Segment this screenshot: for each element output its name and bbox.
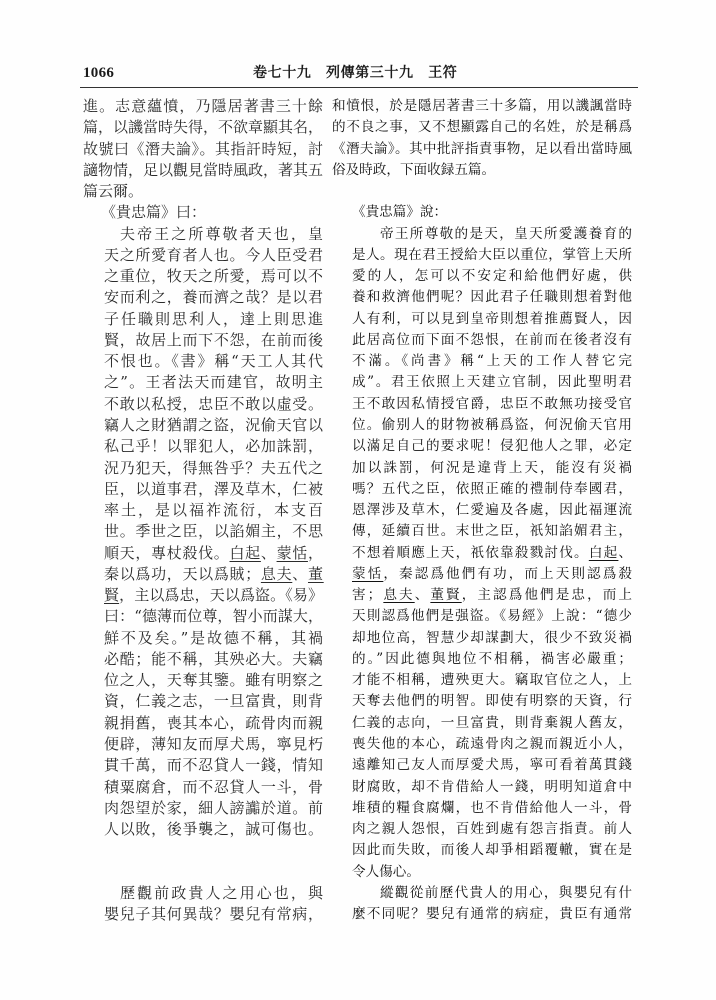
text-segment: ，秦認爲他們有功，而上天則認爲殺 [383,565,635,582]
text-line [104,287,323,308]
line-text: 率土，是以福祚流衍，本支百 [104,501,325,520]
text-line [332,96,632,117]
text-segment: ，主以爲忠，天以爲盜。《易》 [119,586,324,605]
line-text: 王不敢因私情授官爵，忠臣不敢無功接受官 [352,395,634,412]
line-text: 喪失他的本心，疏遠骨肉之親而親近小人， [352,735,634,752]
line-text: 傳，延續百世。末世之臣，祇知諂媚君主， [352,523,634,540]
original-quote [104,224,326,841]
line-text [104,565,324,583]
text-line [332,117,632,138]
text-line [104,224,326,245]
translation-column [332,96,635,925]
blank-line [332,181,632,202]
text-line [352,691,632,712]
proper-name: 蒙恬 [352,565,384,582]
text-line [83,181,323,202]
text-line [352,606,632,627]
line-text: 愛的人，怎可以不安定和給他們好處，供 [352,268,635,285]
line-text: 《潛夫論》。其中批評指責事物，足以看出當時風 [332,140,633,157]
text-segment: 秦以爲功，天以爲賊； [104,564,261,583]
text-line [352,564,635,585]
text-line [104,351,323,372]
text-line [352,713,632,734]
line-text [352,545,633,561]
original-intro [83,96,323,202]
text-line [352,904,632,925]
text-line [352,351,635,372]
line-text: 堆積的糧食腐爛，也不肯借給他人一斗，骨 [352,799,634,816]
text-segment: 不想着順應上天，祇依靠殺戮討伐。 [352,544,589,561]
text-line [104,479,323,500]
text-line [104,330,323,351]
text-segment: 、 [414,587,431,604]
line-text: 竊人之財猶謂之盜，況偷天官以 [104,415,324,434]
line-text: 篇云爾。 [83,182,144,201]
line-text: 篇，以譏當時失得，不欲章顯其名， [83,118,323,137]
proper-name: 董 [307,564,324,583]
text-line [83,117,323,138]
page-number: 1066 [83,65,115,81]
line-text: 夫帝王之所尊敬者天也，皇 [120,224,326,243]
text-line [352,309,632,330]
line-text: 況乃犯天，得無咎乎？夫五代之 [104,458,324,477]
text-line [83,139,323,160]
line-text: 進。志意蘊憤，乃隱居著書三十餘 [83,97,325,115]
text-line [83,96,323,117]
text-line [104,628,323,649]
text-line [352,777,632,798]
text-line [352,755,632,776]
line-text: 積粟腐倉，而不忍貸人一斗，骨 [104,777,324,796]
line-text: 天則認爲他們是强盜。《易經》上說：“德少 [352,608,634,625]
text-line [104,777,323,798]
line-text [104,586,323,604]
proper-name: 息夫 [260,564,293,583]
line-text: 和憤恨，於是隱居著書三十多篇，用以譏諷當時 [332,98,633,114]
line-text [352,587,634,603]
line-text: 以滿足自己的要求呢！侵犯他人之罪，必定 [352,438,634,455]
line-text: 人以敗，後爭襲之，誠可傷也。 [104,820,324,839]
proper-name: 董賢 [430,587,462,604]
line-text: 賢，故居上而下不怨，在前而後 [104,330,324,349]
text-line [352,245,632,266]
line-text: 令人傷心。 [352,863,420,880]
text-line [352,628,632,649]
proper-name: 蒙恬 [276,543,308,562]
text-line [352,436,632,457]
text-segment: ， [307,543,324,562]
text-line [104,564,323,585]
text-line [104,670,323,691]
line-text: 帝王所尊敬的是天，皇天所愛護養育的 [380,225,634,242]
text-segment: 、 [292,564,308,583]
line-text: 位之人，天奪其鑒。雖有明察之 [104,671,324,690]
line-text: 加以誅罰，何況是違背上天，能沒有災禍 [352,459,635,476]
text-line [352,862,632,883]
text-line [352,883,632,904]
text-line [104,309,323,330]
text-line [352,670,632,691]
text-line [352,840,632,861]
text-line [352,798,632,819]
text-line [104,372,323,393]
text-line [104,755,323,776]
line-text: 之”。王者法天而建官，故明主 [104,373,325,392]
text-line [104,245,323,266]
header-rule [80,87,638,88]
line-text: 仁義的志向，一旦富貴，則背棄親人舊友， [352,714,634,731]
line-text: 安而利之，養而濟之哉？是以君 [104,288,324,307]
text-line [83,160,323,181]
text-line [104,394,323,415]
line-text: 不恨也。《書》稱“天工人其代 [104,352,325,371]
line-text: 恩澤涉及草木，仁愛遍及各處，因此福運流 [352,502,634,519]
translation-intro [332,96,632,181]
section-heading: 《貴忠篇》曰： [101,203,207,222]
line-text: 必酷；能不稱，其殃必大。夫竊 [104,649,324,668]
line-text: 因此而失敗，而後人却爭相蹈覆轍，實在是 [352,842,634,859]
line-text: 是人。現在君王授給大臣以重位，掌管上天所 [352,246,633,263]
text-line [352,330,632,351]
text-line [352,479,632,500]
text-line [104,415,323,436]
line-text [352,566,634,582]
translation-continuation [352,883,632,926]
text-line [104,883,326,904]
text-line [104,734,323,755]
text-line [352,649,632,670]
text-segment: 順天，專杖殺伐。 [104,543,230,562]
line-text: 天奪去他們的明智。即使有明察的天資，行 [352,693,634,710]
text-line [104,521,323,542]
text-segment: 、 [260,543,277,562]
line-text: 人有利，可以見到皇帝則想着推薦賢人，因 [352,310,634,327]
line-text: 私己乎！以罪犯人，必加誅罰， [104,437,324,456]
line-text: 子任職則思利人，達上則思進 [104,309,325,328]
text-line [104,436,323,457]
line-text: 麼不同呢？嬰兒有通常的病症，貴臣有通常 [352,906,634,923]
text-line [104,713,323,734]
text-line [332,139,632,160]
text-line [352,372,632,393]
line-text: 的不良之事，又不想顯露自己的名姓，於是稱爲 [332,119,633,136]
text-line [104,691,323,712]
line-text: 的。”因此德與地位不相稱，禍害必嚴重； [352,650,634,667]
text-line [352,266,635,287]
blank-line [83,840,323,861]
text-segment: 、 [618,544,634,561]
text-line [332,160,632,181]
original-text-column [83,96,326,925]
text-line [352,819,632,840]
running-title: 卷七十九 列傳第三十九 王符 [253,65,458,81]
line-text: 親捐舊，喪其本心，疏骨肉而親 [104,713,324,732]
line-text: 肉怨望於家，細人謗讟於道。前 [104,798,324,817]
text-line [104,543,323,564]
line-text [104,544,324,562]
text-segment: ，主認爲他們是忠，而上 [461,587,635,604]
text-segment: 害； [352,587,384,604]
line-text: 貫千萬，而不忍貸人一錢，情知 [104,756,324,775]
line-text: 曰：“德薄而位尊，智小而謀大， [104,607,324,626]
text-line [352,287,632,308]
line-text: 嗎？五代之臣，依照正確的禮制侍奉國君， [352,480,634,497]
text-line [352,500,632,521]
blank-line [83,862,323,883]
text-line [104,649,323,670]
text-line [352,734,632,755]
line-text: 之重位，牧天之所愛，焉可以不 [104,267,324,286]
line-text: 天之所愛育者人也。今人臣受君 [104,245,324,264]
line-text: 成”。君王依照上天建立官制，因此聖明君 [352,374,634,391]
line-text: 世。季世之臣，以諂媚主，不思 [104,522,324,541]
line-text: 讁物情，足以觀見當時風政，著其五 [83,160,323,179]
line-text: 嬰兒子其何異哉？嬰兒有常病， [104,905,324,924]
text-line [352,415,632,436]
translation-quote [352,224,635,883]
section-heading: 《貴忠篇》說： [352,204,448,221]
text-line [352,543,632,564]
line-text: 歷觀前政貴人之用心也，與 [120,883,326,902]
text-line [104,585,323,606]
line-text: 養和救濟他們呢？因此君子任職則想着對他 [352,289,634,306]
line-text: 臣，以道事君，澤及草木，仁被 [104,479,324,498]
line-text: 肉之親人怨恨，百姓到處有怨言指責。前人 [352,821,634,838]
line-text: 遠離知己友人而厚愛犬馬，寧可看着萬貫錢 [352,757,634,774]
line-text: 却地位高，智慧少却謀劃大，很少不致災禍 [352,629,634,646]
text-line [104,458,323,479]
line-text: 縱觀從前歷代貴人的用心，與嬰兒有什 [380,884,634,901]
text-line [352,458,635,479]
line-text: 不敢以私授，忠臣不敢以虛受。 [104,394,324,413]
text-line [352,521,632,542]
line-text: 俗及時政，下面收録五篇。 [332,161,496,178]
line-text: 鮮不及矣。”是故德不稱，其禍 [104,628,325,647]
line-text: 此居高位而下面不怨恨，在前而在後者沒有 [352,331,634,348]
proper-name: 白起 [588,544,619,561]
line-text: 故號曰《潛夫論》。其指訐時短，討 [83,139,324,158]
text-line [104,266,323,287]
line-text: 便辟，薄知友而厚犬馬，寧見朽 [104,734,324,753]
text-line [104,798,323,819]
line-text: 財腐敗，却不肯借給人一錢，明明知道倉中 [352,778,634,795]
text-line [104,606,323,627]
line-text: 位。偷别人的財物被稱爲盜，何況偷天官用 [352,416,634,433]
text-line [352,224,632,245]
proper-name: 息夫 [383,587,415,604]
text-line [104,904,323,925]
original-continuation [104,883,326,926]
text-line [352,394,632,415]
proper-name: 賢 [104,586,120,605]
line-text: 不滿。《尚書》稱“上天的工作人替它完 [352,353,635,370]
line-text: 資，仁義之志，一旦富貴，則背 [104,692,324,711]
text-line [104,819,323,840]
line-text: 才能不相稱，遭殃更大。竊取官位之人，上 [352,672,634,689]
proper-name: 白起 [229,543,261,562]
text-line [352,585,635,606]
text-line [104,500,323,521]
